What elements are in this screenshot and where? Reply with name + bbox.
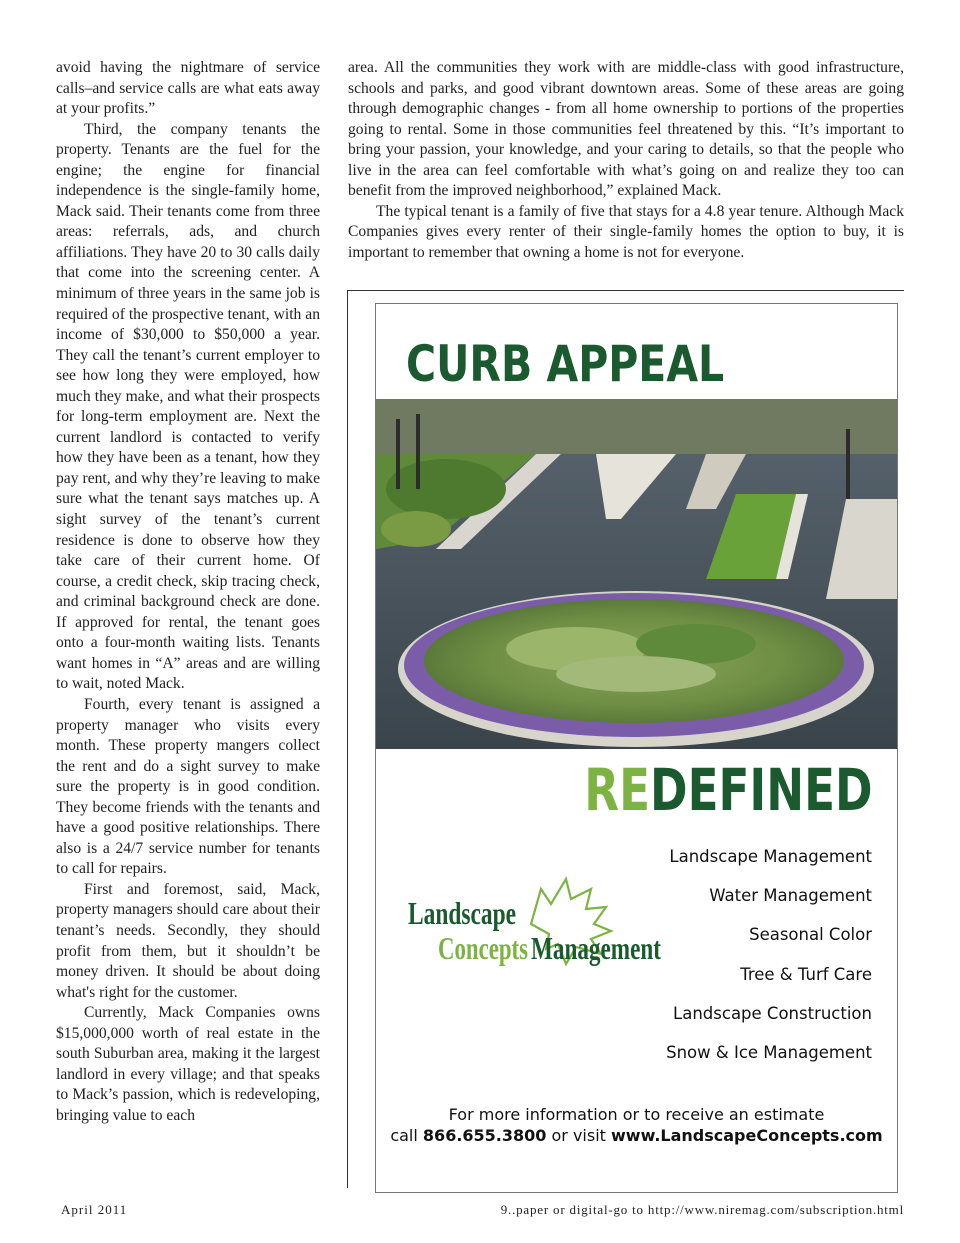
article-right-column — [348, 58, 904, 263]
service-item: Water Management — [709, 886, 872, 906]
advertisement[interactable] — [375, 303, 898, 1193]
logo-line2b: Management — [531, 930, 662, 966]
article-paragraph: Currently, Mack Companies owns $15,000,000 worth of real estate in the south Suburban area, making it the largest landlord in every village; and that speaks to Mack’s passion, which is redeveloping, bringing value to each — [56, 1004, 320, 1124]
cta-line2 — [376, 1125, 897, 1146]
article-paragraph: First and foremost, said, Mack, property managers should care about their tenant’s needs. Secondly, they should profit from them, but it shouldn’t be money driven. It should be about doing what's right for the customer. — [56, 880, 320, 1001]
divider-top — [347, 290, 904, 291]
subscription-note[interactable]: 9..paper or digital-go to http://www.niremag.com/subscription.html — [500, 1202, 904, 1217]
service-item: Tree & Turf Care — [740, 964, 872, 984]
cta-or-label: or visit — [551, 1126, 606, 1145]
phone-number[interactable]: 866.655.3800 — [422, 1126, 547, 1145]
article-paragraph: area. All the communities they work with are middle-class with good infrastructure, schools and parks, and good vibrant downtown areas. Some of these areas are going through demographic changes - from all home ownership to portions of the properties going to rental. Some in those communities feel threatened by this. “It’s important to bring your passion, your knowledge, and your caring to details, so that the people who live in the area can feel comfortable with what’s going on and realize they too can benefit from the improved neighborhood,” explained Mack. — [348, 59, 904, 200]
logo-line1: Landscape — [408, 895, 516, 931]
ad-tagline-accent: RE — [584, 756, 651, 824]
services-list — [666, 844, 872, 1079]
service-item: Landscape Construction — [673, 1003, 872, 1023]
article-paragraph: Fourth, every tenant is assigned a property manager who visits every month. These property mangers collect the rent and do a sight survey to make sure the property is in good condition. They become friends with the tenants and have a good positive relationships. There also is a 24/7 service number for tenants to call for repairs. — [56, 695, 320, 878]
logo-line2a: Concepts — [438, 930, 528, 966]
cta-line1: For more information or to receive an estimate — [448, 1105, 825, 1124]
ad-headline: CURB APPEAL — [406, 335, 725, 393]
service-item: Snow & Ice Management — [666, 1042, 872, 1062]
divider-left — [347, 290, 348, 1188]
article-paragraph: avoid having the nightmare of service calls–and service calls are what eats away at your profits.” — [56, 59, 320, 118]
service-item: Seasonal Color — [749, 925, 872, 945]
cta-call-label: call — [390, 1126, 418, 1145]
issue-date: April 2011 — [61, 1202, 128, 1217]
service-item: Landscape Management — [669, 847, 872, 866]
article-left-column — [56, 58, 320, 1126]
company-logo — [406, 869, 666, 999]
ad-tagline-rest: DEFINED — [650, 756, 873, 824]
article-paragraph: The typical tenant is a family of five that stays for a 4.8 year tenure. Although Mack Companies gives every renter of their single-family homes the option to buy, it is important to remember that owning a home is not for everyone. — [348, 202, 904, 261]
call-to-action — [376, 1104, 897, 1146]
website-link[interactable]: www.LandscapeConcepts.com — [611, 1126, 883, 1145]
roundabout-photo — [376, 399, 897, 749]
article-paragraph: Third, the company tenants the property. Tenants are the fuel for the engine; the engine for financial independence is the single-family home, Mack said. Their tenants come from three areas: referrals, ads, and church affiliations. They have 20 to 30 calls daily that come into the screening center. A minimum of three years in the same job is required of the prospective tenant, with an income of $30,000 to $50,000 a year. They call the tenant’s current employer to see how long they were employed, how much they make, and what their prospects for long-term employment are. Next the current landlord is contacted to verify how they have been as a tenant, how they pay rent, and why they’re leaving to make sure what the tenant says matches up. A sight survey of the tenant’s current residence is done to observe how they take care of their current home. Of course, a credit check, skip tracing check, and criminal background check are done. If approved for rental, the tenant goes onto a four-month waiting lists. Tenants want homes in “A” areas and are willing to wait, noted Mack. — [56, 120, 320, 693]
ad-tagline — [585, 756, 873, 824]
